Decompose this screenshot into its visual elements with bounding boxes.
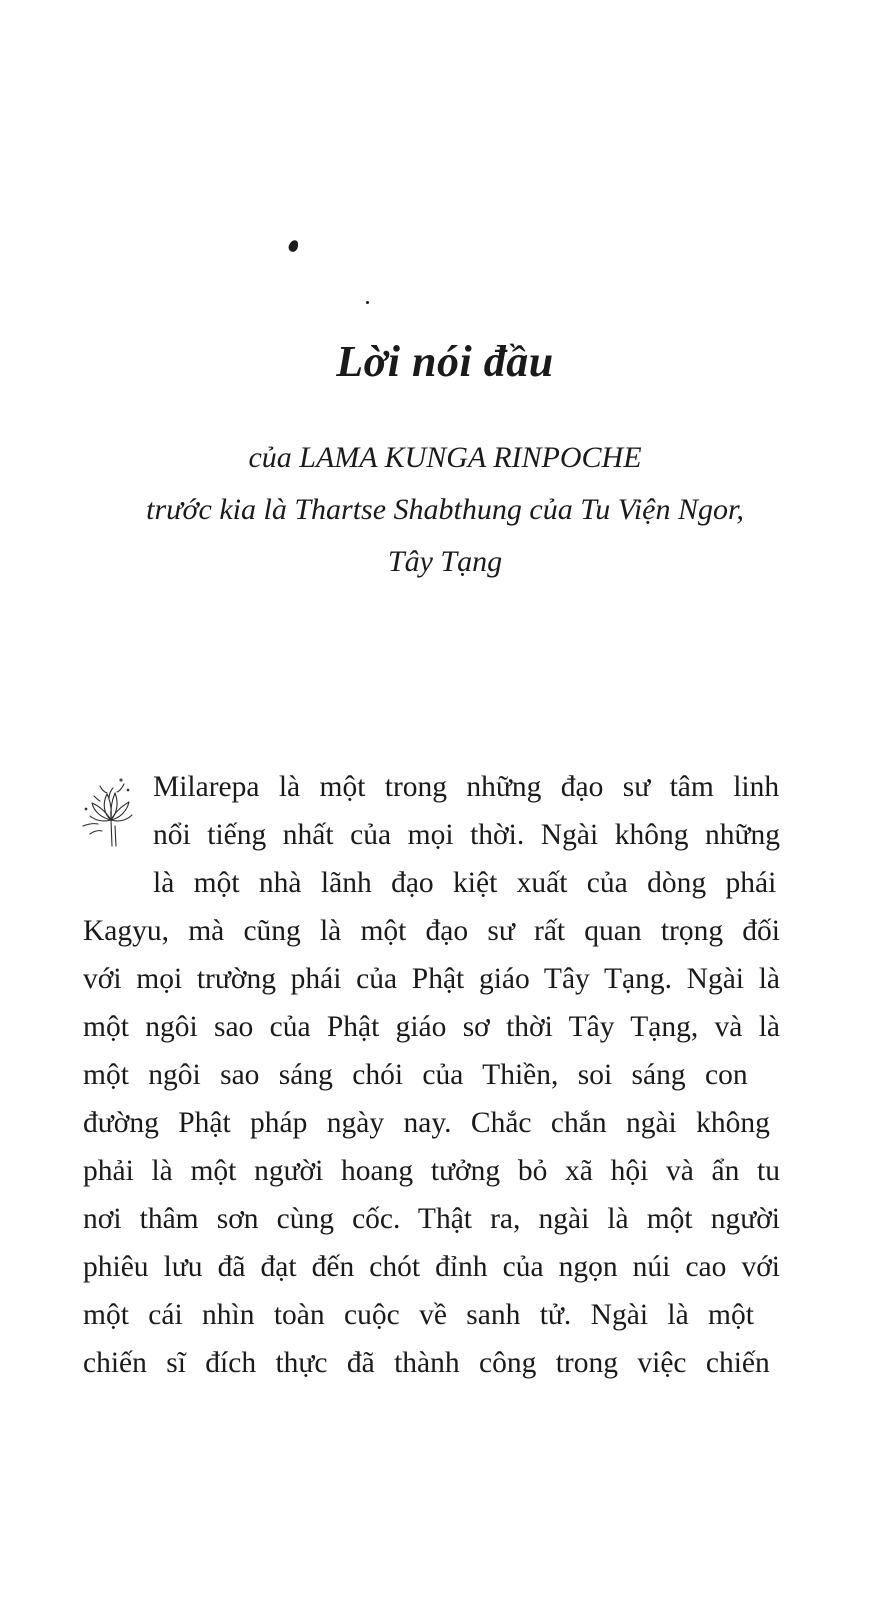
text-line <box>83 1003 780 1051</box>
text-line <box>83 955 780 1003</box>
text-line-content: một ngôi sao sáng chói của Thiền, soi sáng con <box>83 1059 748 1091</box>
text-line <box>83 1195 780 1243</box>
text-line <box>83 859 780 907</box>
text-line <box>83 811 780 859</box>
text-line <box>83 1339 780 1387</box>
byline-line: trước kia là Thartse Shabthung của Tu Viện Ngor, <box>146 493 744 526</box>
text-line-content: nổi tiếng nhất của mọi thời. Ngài không những <box>153 819 780 851</box>
text-line-content: phải là một người hoang tưởng bỏ xã hội và ẩn tu <box>83 1155 780 1187</box>
text-line <box>83 1099 780 1147</box>
text-line <box>83 1291 780 1339</box>
body-paragraph <box>83 763 780 1387</box>
text-line-content: đường Phật pháp ngày nay. Chắc chắn ngài không <box>83 1107 770 1139</box>
text-line-content: Milarepa là một trong những đạo sư tâm linh <box>153 771 780 803</box>
text-line-content: phiêu lưu đã đạt đến chót đỉnh của ngọn núi cao với <box>83 1251 780 1283</box>
byline <box>40 432 850 588</box>
text-line <box>83 1051 780 1099</box>
text-line-content: với mọi trường phái của Phật giáo Tây Tạng. Ngài là <box>83 963 780 995</box>
byline-line: Tây Tạng <box>387 545 503 578</box>
text-line-content: một ngôi sao của Phật giáo sơ thời Tây Tạng, và là <box>83 1011 780 1043</box>
text-line-content: một cái nhìn toàn cuộc về sanh tử. Ngài là một <box>83 1299 754 1331</box>
text-line-content: là một nhà lãnh đạo kiệt xuất của dòng phái <box>153 867 777 899</box>
ink-dot-mark <box>366 301 369 304</box>
byline-line: của LAMA KUNGA RINPOCHE <box>248 441 642 474</box>
ink-blot-mark <box>287 239 300 253</box>
text-line <box>83 907 780 955</box>
text-line <box>83 1147 780 1195</box>
text-line-content: Kagyu, mà cũng là một đạo sư rất quan trọng đối <box>83 915 780 947</box>
text-line-content: chiến sĩ đích thực đã thành công trong việc chiến <box>83 1347 770 1379</box>
text-line <box>83 1243 780 1291</box>
text-line-content: nơi thâm sơn cùng cốc. Thật ra, ngài là một người <box>83 1203 780 1235</box>
text-line <box>83 763 780 811</box>
page-title: Lời nói đầu <box>336 337 554 386</box>
